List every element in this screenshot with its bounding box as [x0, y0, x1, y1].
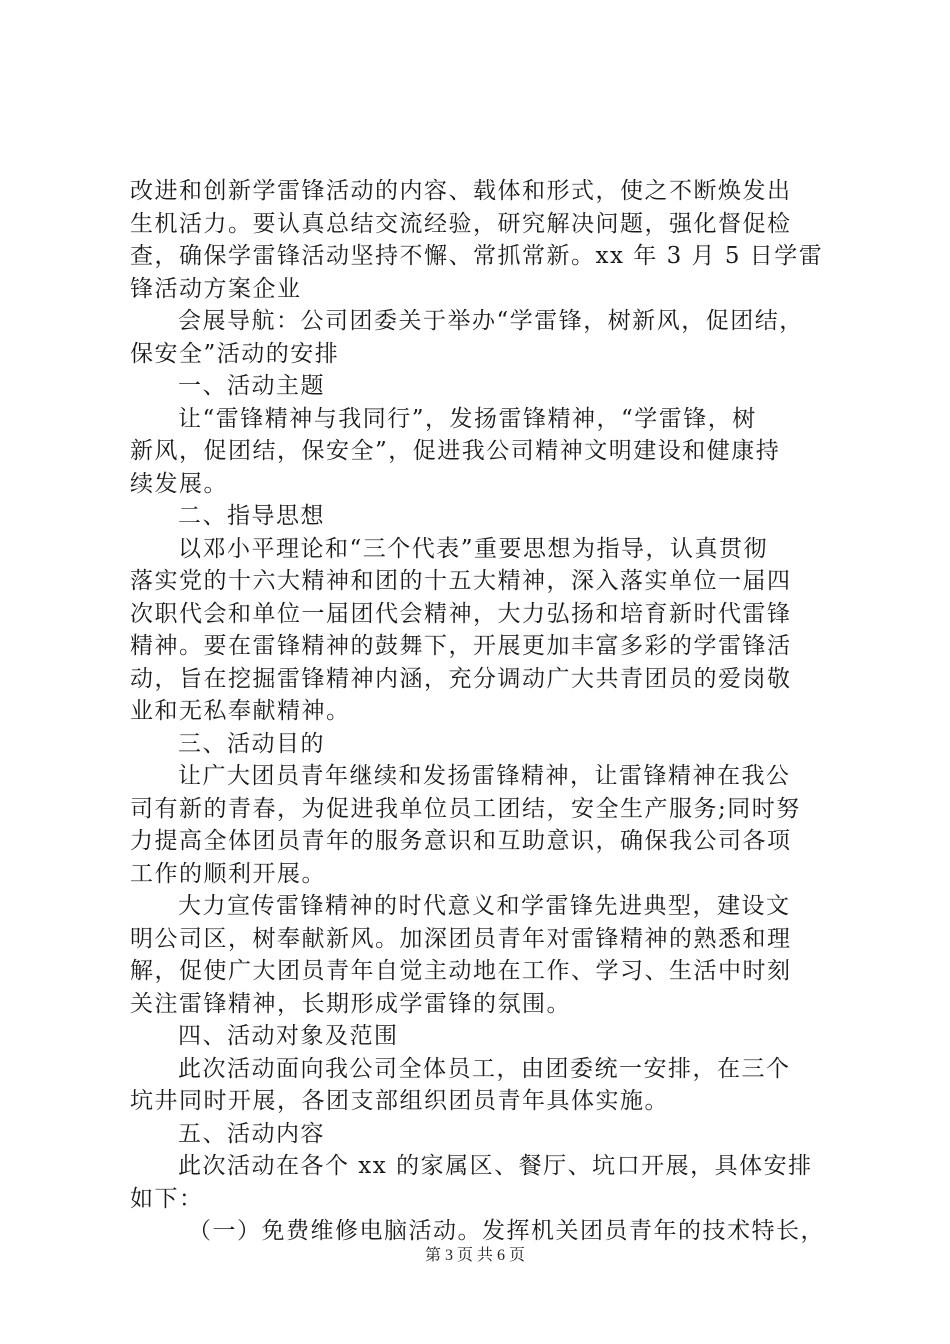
text-line: 生机活力。要认真总结交流经验，研究解决问题，强化督促检 [130, 210, 792, 237]
text-line: 二、指导思想 [178, 503, 325, 529]
text-line: 让“雷锋精神与我同行”，发扬雷锋精神，“学雷锋，树 [178, 405, 757, 432]
text-line: 一、活动主题 [178, 373, 325, 399]
text-line: 如下： [130, 1185, 204, 1212]
text-line: 以邓小平理论和“三个代表”重要思想为指导，认真贯彻 [178, 535, 769, 562]
text-line: 保安全”活动的安排 [130, 340, 340, 367]
text-line: 坑井同时开展，各团支部组织团员青年具体实施。 [130, 1088, 669, 1114]
text-line: （一）免费维修电脑活动。发挥机关团员青年的技术特长， [188, 1218, 825, 1244]
text-line: 此次活动在各个 xx 的家属区、餐厅、坑口开展，具体安排 [178, 1153, 813, 1179]
text-line: 大力宣传雷锋精神的时代意义和学雷锋先进典型，建设文 [178, 893, 791, 919]
text-line: 力提高全体团员青年的服务意识和互助意识，确保我公司各项 [130, 828, 792, 854]
text-line: 次职代会和单位一届团代会精神，大力弘扬和培育新时代雷锋 [130, 600, 792, 627]
text-line: 锋活动方案企业 [130, 275, 302, 302]
text-line: 五、活动内容 [178, 1120, 325, 1147]
text-line: 新风，促团结，保安全”，促进我公司精神文明建设和健康持 [130, 438, 781, 464]
document-body [130, 175, 830, 1248]
page-footer: 第 3 页 共 6 页 [424, 1247, 525, 1264]
text-line: 动，旨在挖掘雷锋精神内涵，充分调动广大共青团员的爱岗敬 [130, 665, 792, 692]
text-line: 精神。要在雷锋精神的鼓舞下，开展更加丰富多彩的学雷锋活 [130, 633, 792, 659]
text-line: 工作的顺利开展。 [130, 860, 326, 887]
text-line: 查，确保学雷锋活动坚持不懈、常抓常新。xx 年 3 月 5 日学雷 [130, 243, 824, 269]
text-line: 落实党的十六大精神和团的十五大精神，深入落实单位一届四 [130, 568, 792, 594]
text-line: 续发展。 [130, 470, 228, 497]
text-line: 会展导航：公司团委关于举办“学雷锋，树新风，促团结， [178, 308, 804, 334]
text-line: 此次活动面向我公司全体员工，由团委统一安排，在三个 [178, 1055, 791, 1082]
text-line: 改进和创新学雷锋活动的内容、载体和形式，使之不断焕发出 [130, 178, 792, 204]
text-line: 让广大团员青年继续和发扬雷锋精神，让雷锋精神在我公 [178, 763, 791, 789]
text-line: 明公司区，树奉献新风。加深团员青年对雷锋精神的熟悉和理 [130, 925, 792, 952]
text-line: 三、活动目的 [178, 730, 325, 757]
text-line: 四、活动对象及范围 [178, 1023, 399, 1049]
text-line: 关注雷锋精神，长期形成学雷锋的氛围。 [130, 990, 571, 1017]
text-line: 业和无私奉献精神。 [130, 698, 351, 724]
text-line: 解，促使广大团员青年自觉主动地在工作、学习、生活中时刻 [130, 958, 792, 984]
text-line: 司有新的青春，为促进我单位员工团结，安全生产服务;同时努 [130, 795, 801, 822]
